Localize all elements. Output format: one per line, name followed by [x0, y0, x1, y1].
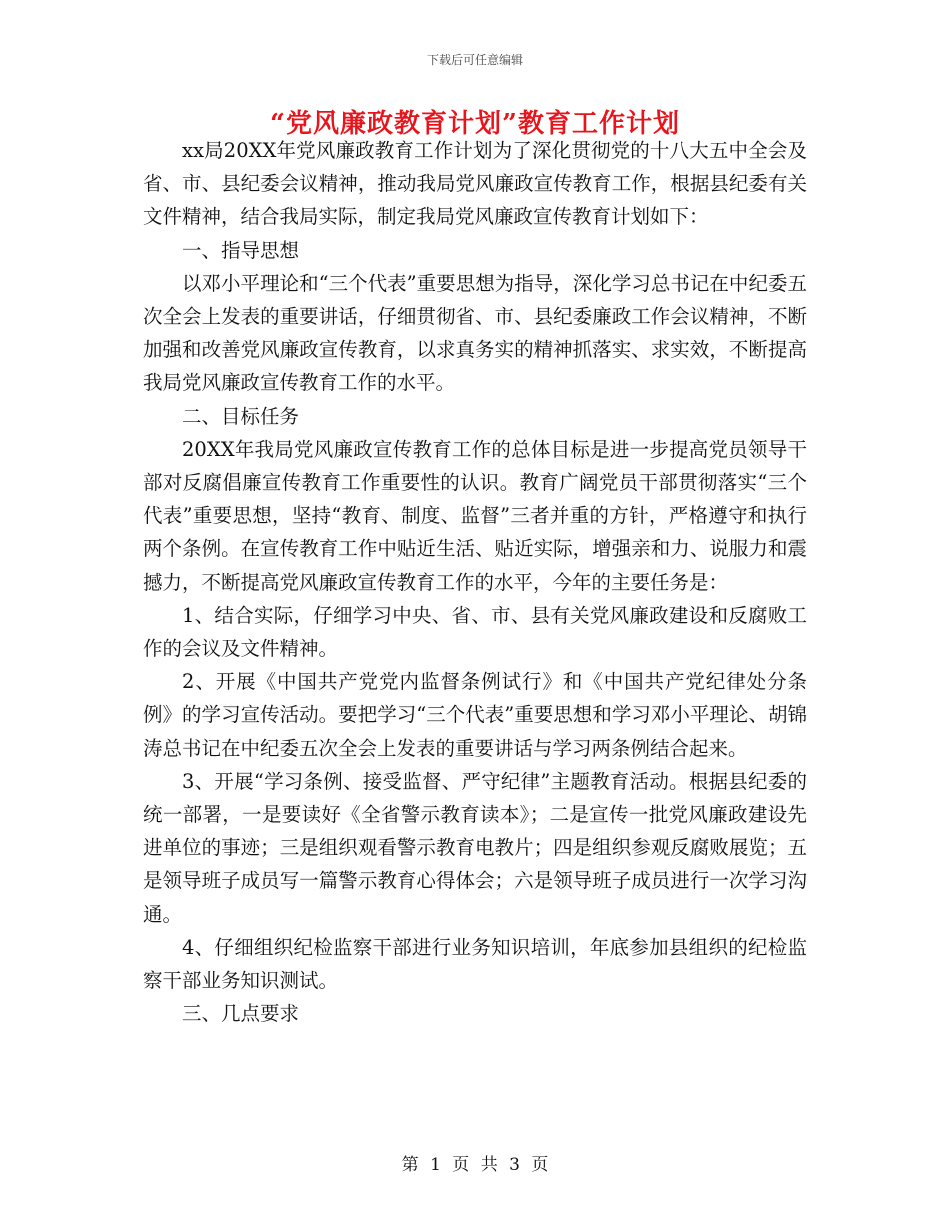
list-item-task-1: 1、结合实际，仔细学习中央、省、市、县有关党风廉政建设和反腐败工作的会议及文件精神。: [143, 603, 807, 661]
list-item-task-4: 4、仔细组织纪检监察干部进行业务知识培训，年底参加县组织的纪检监察干部业务知识测试。: [143, 935, 807, 993]
paragraph-goals: 20XX年我局党风廉政宣传教育工作的总体目标是进一步提高党员领导干部对反腐倡廉宣传教育工作重要性的认识。教育广阔党员干部贯彻落实“三个代表”重要思想，坚持“教育、制度、监督”三者并重的方针，严格遵守和执行两个条例。在宣传教育工作中贴近生活、贴近实际，增强亲和力、说服力和震撼力，不断提高党风廉政宣传教育工作的水平，今年的主要任务是：: [143, 437, 807, 594]
section-heading-requirements: 三、几点要求: [182, 1002, 300, 1026]
section-heading-goals: 二、目标任务: [182, 404, 300, 428]
page-number-footer: 第 1 页 共 3 页: [401, 1155, 549, 1175]
paragraph-guiding-thought: 以邓小平理论和“三个代表”重要思想为指导，深化学习总书记在中纪委五次全会上发表的重要讲话，仔细贯彻省、市、县纪委廉政工作会议精神，不断加强和改善党风廉政宣传教育，以求真务实的精神抓落实、求实效，不断提高我局党风廉政宣传教育工作的水平。: [143, 271, 807, 395]
paragraph-intro: xx局20XX年党风廉政教育工作计划为了深化贯彻党的十八大五中全会及省、市、县纪委会议精神，推动我局党风廉政宣传教育工作，根据县纪委有关文件精神，结合我局实际，制定我局党风廉政宣传教育计划如下：: [143, 139, 807, 229]
document-title: “党风廉政教育计划”教育工作计划: [270, 109, 680, 139]
document-body: [143, 134, 807, 1030]
page-header-note: 下载后可任意编辑: [426, 53, 523, 67]
list-item-task-2: 2、开展《中国共产党党内监督条例试行》和《中国共产党纪律处分条例》的学习宣传活动。要把学习“三个代表”重要思想和学习邓小平理论、胡锦涛总书记在中纪委五次全会上发表的重要讲话与学习两条例结合起来。: [143, 670, 807, 760]
list-item-task-3: 3、开展“学习条例、接受监督、严守纪律”主题教育活动。根据县纪委的统一部署，一是要读好《全省警示教育读本》；二是宣传一批党风廉政建设先进单位的事迹；三是组织观看警示教育电教片；四是组织参观反腐败展览；五是领导班子成员写一篇警示教育心得体会；六是领导班子成员进行一次学习沟通。: [143, 769, 807, 926]
section-heading-guiding-thought: 一、指导思想: [182, 238, 300, 262]
